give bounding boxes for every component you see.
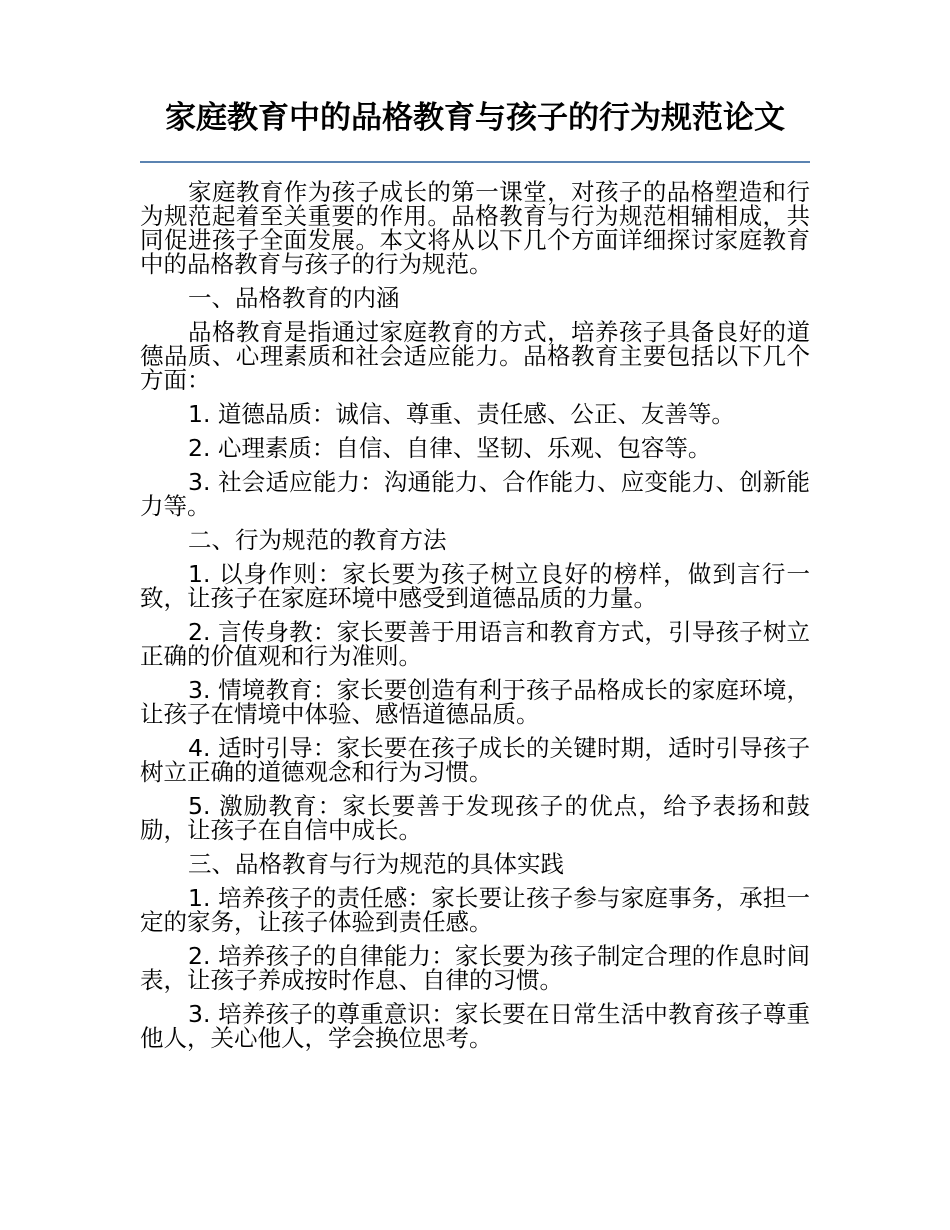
document-body <box>140 180 810 1060</box>
list-item: 5. 激励教育：家长要善于发现孩子的优点，给予表扬和鼓励，让孩子在自信中成长。 <box>140 792 810 844</box>
list-item: 3. 情境教育：家长要创造有利于孩子品格成长的家庭环境，让孩子在情境中体验、感悟道德品质。 <box>140 676 810 728</box>
list-item: 1. 以身作则：家长要为孩子树立良好的榜样，做到言行一致，让孩子在家庭环境中感受到道德品质的力量。 <box>140 560 810 612</box>
list-item: 4. 适时引导：家长要在孩子成长的关键时期，适时引导孩子树立正确的道德观念和行为习惯。 <box>140 734 810 786</box>
intro-paragraph: 家庭教育作为孩子成长的第一课堂，对孩子的品格塑造和行为规范起着至关重要的作用。品格教育与行为规范相辅相成，共同促进孩子全面发展。本文将从以下几个方面详细探讨家庭教育中的品格教育与孩子的行为规范。 <box>140 178 810 278</box>
list-item: 3. 培养孩子的尊重意识：家长要在日常生活中教育孩子尊重他人，关心他人，学会换位思考。 <box>140 1000 810 1052</box>
list-item: 1. 培养孩子的责任感：家长要让孩子参与家庭事务，承担一定的家务，让孩子体验到责任感。 <box>140 884 810 936</box>
list-item: 3. 社会适应能力：沟通能力、合作能力、应变能力、创新能力等。 <box>140 468 810 520</box>
list-item: 2. 培养孩子的自律能力：家长要为孩子制定合理的作息时间表，让孩子养成按时作息、自律的习惯。 <box>140 942 810 994</box>
section-heading-3: 三、品格教育与行为规范的具体实践 <box>188 850 564 878</box>
title-divider <box>140 161 810 163</box>
section-heading-2: 二、行为规范的教育方法 <box>188 526 447 554</box>
list-item: 2. 言传身教：家长要善于用语言和教育方式，引导孩子树立正确的价值观和行为准则。 <box>140 618 810 670</box>
list-item: 1. 道德品质：诚信、尊重、责任感、公正、友善等。 <box>188 400 735 428</box>
document-title: 家庭教育中的品格教育与孩子的行为规范论文 <box>165 100 785 136</box>
paragraph: 品格教育是指通过家庭教育的方式，培养孩子具备良好的道德品质、心理素质和社会适应能力。品格教育主要包括以下几个方面： <box>140 318 810 394</box>
section-heading-1: 一、品格教育的内涵 <box>188 284 400 312</box>
list-item: 2. 心理素质：自信、自律、坚韧、乐观、包容等。 <box>188 434 712 462</box>
